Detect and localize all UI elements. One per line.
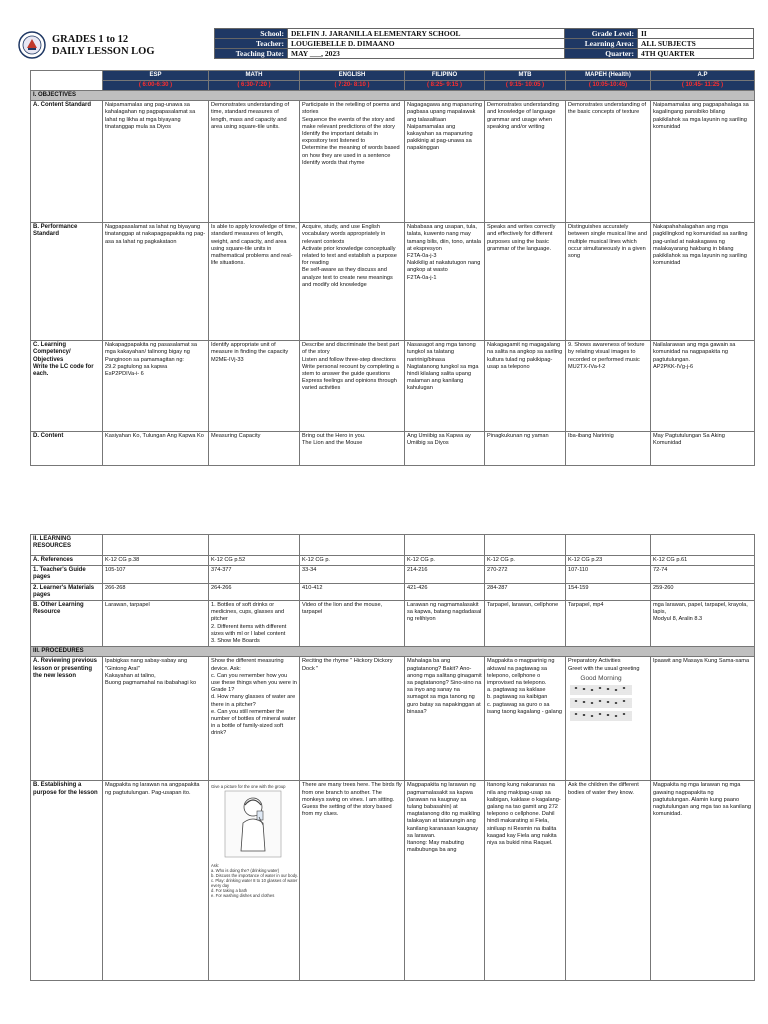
deped-seal-icon (18, 31, 46, 59)
table-cell: Magpakita ng larawan na angpapakita ng pagtutulungan. Pag-usapan ito. (103, 781, 209, 981)
table-cell: Show the different measuring device. Ask: c. Can you remember how you use these things when you were in Grade 1? d. How many glasses of water are there in a pitcher? e. Can you still remember the number of bottles of mineral water in a bottle of family-sized soft drink? (209, 657, 300, 781)
subject-name: FILIPINO (405, 71, 485, 81)
table-cell (300, 535, 405, 556)
table-row (31, 566, 755, 583)
row-label: 1. Teacher's Guide pages (31, 566, 103, 583)
table-cell: 72-74 (651, 566, 755, 583)
objectives-section-row (31, 91, 755, 101)
worksheet-title: Give a picture for the one with the group (211, 784, 286, 790)
table-cell: mga larawan, papel, tarpapel, krayola, lapis, Modyul 8, Aralin 8.3 (651, 601, 755, 647)
table-cell: Nakapahahalagahan ang mga pagkilingkod ng komunidad sa sariling pag-unlad at nakakagawa ng malakayarang hakbang in bilang pakikilahok sa mga layunin ng sariling komunidad (651, 223, 755, 341)
table-row (31, 223, 755, 341)
song-sheet-image (568, 675, 634, 727)
table-cell: 421-426 (405, 583, 485, 600)
music-staff-icon (568, 682, 634, 724)
table-cell: Nagpapasalamat sa lahat ng biyayang tinatanggap at nakapagpapakita ng pag-asa sa lahat ng pagkakataon (103, 223, 209, 341)
subject-name: A.P (651, 71, 755, 81)
header-value: ALL SUBJECTS (638, 39, 754, 49)
header-label: Learning Area: (565, 39, 638, 49)
table-cell: Mahalaga ba ang pagtatanong? Bakit? Ano-anong mga salitang ginagamit sa pagtatanong? Sino-sino na sa inyo ang sanay na sumagot sa mga tanong ng guro batay sa napakinggan at binasa? (405, 657, 485, 781)
subject-name: ENGLISH (300, 71, 405, 81)
worksheet-line: c. Play: drinking water 8 to 10 glasses of water every day (211, 877, 298, 888)
table-cell: 214-216 (405, 566, 485, 583)
subject-name: MAPEH (Health) (566, 71, 651, 81)
brand-title (52, 34, 155, 58)
table-cell (103, 535, 209, 556)
table-cell: Pinagkukunan ng yaman (485, 432, 566, 466)
resources-section-row (31, 535, 755, 556)
child-drinking-water-icon (223, 789, 283, 859)
subject-time: ( 7:20- 8:10 ) (300, 81, 405, 91)
table-cell: K-12 CG p. (485, 556, 566, 566)
header-label: Grade Level: (565, 29, 638, 39)
row-label: B. Performance Standard (31, 223, 103, 341)
header-value: DELFIN J. JARANILLA ELEMENTARY SCHOOL (288, 29, 565, 39)
worksheet-image (211, 784, 300, 904)
table-cell: Acquire, study, and use English vocabulary words appropriately in relevant contexts Activate prior knowledge conceptually related to text and establish a purpose for reading Be self-aware as they discuss and analyze text to create new meanings and modify old knowledge (300, 223, 405, 341)
row-label: B. Establishing a purpose for the lesson (31, 781, 103, 981)
table-cell: Ang Umiibig sa Kapwa ay Umiibig sa Diyos (405, 432, 485, 466)
table-cell: 259-260 (651, 583, 755, 600)
table-cell: K-12 CG p.23 (566, 556, 651, 566)
subject-name: MTB (485, 71, 566, 81)
table-cell (209, 535, 300, 556)
subject-time: ( 8:25- 9:15 ) (405, 81, 485, 91)
worksheet-line: a. Who is doing the? (drinking water) (211, 867, 280, 873)
table-cell: Nagagagawa ang mapanuring pagbasa upang mapalawak ang talasalitaan Naipamamalas ang kakayahan sa mapanuring pakikinig at pag-unawa sa napakinggan (405, 101, 485, 223)
table-cell: K-12 CG p.61 (651, 556, 755, 566)
table-cell: Nababasa ang usapan, tula, talata, kuwento nang may tamang bilis, diin, tono, antala at ekspresyon F2TA-0a-j-3 Nakikilig at nakatutugon nang angkop at wasto F2TA-0a-j-1 (405, 223, 485, 341)
table-cell: 270-272 (485, 566, 566, 583)
table-cell: Demonstrates understanding of the basic concepts of texture (566, 101, 651, 223)
header-label: School: (215, 29, 288, 39)
subject-time: ( 10:45- 11:25 ) (651, 81, 755, 91)
table-row (31, 101, 755, 223)
table-cell (651, 535, 755, 556)
header-row (215, 49, 754, 59)
row-label: C. Learning Competency/ Objectives Write the LC code for each. (31, 341, 103, 432)
header-value: LOUGIEBELLE D. DIMAANO (288, 39, 565, 49)
table-cell: Larawan ng nagmamalasakit sa kapwa, batang nagdadasal ng relihiyon (405, 601, 485, 647)
song-title: Good Morning (580, 674, 622, 682)
header-corner (31, 71, 103, 91)
table-cell (405, 535, 485, 556)
table-row (31, 341, 755, 432)
table-cell: Naipamamalas ang pagpapahalaga sa kagalingang pansibiko bilang pakikilahok sa mga layunin ng sariling komunidad (651, 101, 755, 223)
table-cell: Participate in the retelling of poems and stories Sequence the events of the story and make relevant predictions of the story Identify the important details in expository text listened to Determine the meaning of words based on how they are used in a sentence Identify words that rhyme (300, 101, 405, 223)
table-cell: Itanong kung nakaranas na nila ang makipag-usap sa kaibigan, kaklase o kagalang-galang na tao gamit ang 272 telepono o cellphone. Dahil hindi makarating si Fiela, siniluap ni Resmin na ibalita kaagad kay Fiela ang nakita niya sa bukid nina Raquel. (485, 781, 566, 981)
table-cell: Iba-ibang Naririnig (566, 432, 651, 466)
table-cell: Video of the lion and the mouse, tarpapel (300, 601, 405, 647)
table-cell: Preparatory Activities Greet with the usual greeting Good Morning (566, 657, 651, 781)
section-title: I. OBJECTIVES (31, 91, 755, 101)
table-cell: Is able to apply knowledge of time, standard measures of length, weight, and capacity, and area using square-tile units in mathematical problems and real-life situations. (209, 223, 300, 341)
table-cell: K-12 CG p. (405, 556, 485, 566)
row-label: A. Content Standard (31, 101, 103, 223)
header-row (215, 39, 754, 49)
table-cell: K-12 CG p.52 (209, 556, 300, 566)
brand-line-2: DAILY LESSON LOG (52, 46, 155, 57)
header-row (215, 29, 754, 39)
table-cell: 107-110 (566, 566, 651, 583)
header-label: Quarter: (565, 49, 638, 59)
row-label: A. References (31, 556, 103, 566)
worksheet-line: d. For taking a bath (211, 887, 248, 893)
subject-time: ( 6:00-6:30 ) (103, 81, 209, 91)
subject-name: ESP (103, 71, 209, 81)
table-cell: There are many trees here. The birds fly from one branch to another. The monkeys swing on vines. I am sitting. Guess the setting of the story based from my clues. (300, 781, 405, 981)
table-cell: Demonstrates understanding and knowledge of language grammar and usage when speaking and/or writing (485, 101, 566, 223)
subject-name: MATH (209, 71, 300, 81)
table-cell: K-12 CG p. (300, 556, 405, 566)
table-cell: Speaks and writes correctly and effectively for different purposes using the basic grammar of the language. (485, 223, 566, 341)
table-cell: Distinguishes accurately between single musical line and multiple musical lines which occur simultaneously in a given song (566, 223, 651, 341)
row-label: 2. Learner's Materials pages (31, 583, 103, 600)
section-title: II. LEARNING RESOURCES (31, 535, 103, 556)
lesson-log-header (14, 28, 754, 62)
table-cell: Magpakita o magparinig ng aktuwal na pagtawag sa telepono, cellphone o improvised na telepono. a. pagtawag sa kaklase b. pagtawag sa kaibigan c. pagtawag sa guro o sa isang taong kagalang - galang (485, 657, 566, 781)
row-label: A. Reviewing previous lesson or presenting the new lesson (31, 657, 103, 781)
table-cell: Ask the children the different bodies of water they know. (566, 781, 651, 981)
table-cell: Nailalarawan ang mga gawain sa komunidad na nagpapakita ng pagtutulungan. AP2PKK-IVg-j-6 (651, 341, 755, 432)
table-row (31, 657, 755, 781)
table-cell: 105-107 (103, 566, 209, 583)
table-cell: May Pagtutulungan Sa Aking Komunidad (651, 432, 755, 466)
table-cell: Naipamamalas ang pag-unawa sa kahalagahan ng pagpapasalamat sa lahat ng likha at mga biyayang tinatanggap mula sa Diyos (103, 101, 209, 223)
table-cell: Bring out the Hero in you. The Lion and the Mouse (300, 432, 405, 466)
table-cell: Larawan, tarpapel (103, 601, 209, 647)
table-cell: Measuring Capacity (209, 432, 300, 466)
table-row (31, 583, 755, 600)
table-cell (209, 781, 300, 981)
table-cell: Identify appropriate unit of measure in finding the capacity M2ME-IVj-33 (209, 341, 300, 432)
table-cell: Magpapakita ng larawan ng pagmamalasakit sa kapwa (larawan na kaugnay sa tulang babasahin) at magtatanong dito ng maikling talakayan at tatanungin ang kanilang karanasan kaugnay sa larawan. Itanong: May mabuting maibubunga ba ang (405, 781, 485, 981)
table-cell: 9. Shows awareness of texture by relating visual images to recorded or performed music MU2TX-IVa-f-2 (566, 341, 651, 432)
table-cell: 154-159 (566, 583, 651, 600)
table-cell (566, 535, 651, 556)
header-value: 4TH QUARTER (638, 49, 754, 59)
brand-line-1: GRADES 1 to 12 (52, 34, 129, 45)
header-value: MAY ___, 2023 (288, 49, 565, 59)
table-cell: 284-287 (485, 583, 566, 600)
table-cell: 264-266 (209, 583, 300, 600)
worksheet-line: e. For washing dishes and clothes (211, 892, 275, 898)
header-info-grid (214, 28, 754, 59)
objectives-table (30, 70, 755, 466)
worksheet-line: b. Discuss the importance of water in our body. (211, 872, 298, 878)
section-title: III. PROCEDURES (31, 647, 755, 657)
table-cell: Tarpapel, larawan, cellphone (485, 601, 566, 647)
subject-header-row (31, 71, 755, 81)
table-row (31, 601, 755, 647)
table-cell: 410-412 (300, 583, 405, 600)
table-cell: Ipabigkas nang sabay-sabay ang "Gintong Aral" Kakayahan at talino, Buong pagmamahal na ibabahagi ko (103, 657, 209, 781)
table-cell: Reciting the rhyme " Hickory Dickory Dock " (300, 657, 405, 781)
row-label: B. Other Learning Resource (31, 601, 103, 647)
table-cell: 374-377 (209, 566, 300, 583)
subject-time: ( 6:30-7:20 ) (209, 81, 300, 91)
table-cell: K-12 CG p.38 (103, 556, 209, 566)
table-cell: Nakapagpapakita ng pasasalamat sa mga kakayahan/ talinong bigay ng Panginoon sa pamamagitan ng: 29.2 pagtulong sa kapwa EsP2PDIVa-i- 6 (103, 341, 209, 432)
table-cell: Magpakita ng mga larawan ng mga gawaing nagpapakita ng pagtutulungan. Alamin kung paano nagtutulungan ang mga tao sa kanilang komunidad. (651, 781, 755, 981)
table-row (31, 781, 755, 981)
table-cell: Ipaawit ang Masaya Kung Sama-sama (651, 657, 755, 781)
resources-procedures-table (30, 534, 755, 981)
subject-time-row (31, 81, 755, 91)
table-cell: 1. Bottles of soft drinks or medicines, cups, glasses and pitcher 2. Different items with different sizes with ml or l label content 3. Show Me Boards (209, 601, 300, 647)
table-cell: Nasasagot ang mga tanong tungkol sa talatang naririnig/binasa Nagtatanong tungkol sa mga hindi kilalang salita upang malaman ang kanilang kahulugan (405, 341, 485, 432)
table-cell: Nakagagamit ng magagalang na salita na angkop sa sariling kultura tulad ng pakikipag-usap sa telepono (485, 341, 566, 432)
table-cell: Describe and discriminate the best part of the story Listen and follow three-step directions Write personal recount by completing a stem to answer the guide questions Express feelings and opinions through varied activities (300, 341, 405, 432)
table-cell: 266-268 (103, 583, 209, 600)
header-value: II (638, 29, 754, 39)
worksheet-line: Ask: (211, 862, 220, 868)
table-cell: Tarpapel, mp4 (566, 601, 651, 647)
header-label: Teaching Date: (215, 49, 288, 59)
subject-time: ( 10:05-10:45) (566, 81, 651, 91)
table-row (31, 432, 755, 466)
table-row (31, 556, 755, 566)
procedures-section-row (31, 647, 755, 657)
header-label: Teacher: (215, 39, 288, 49)
row-label: D. Content (31, 432, 103, 466)
table-cell (485, 535, 566, 556)
subject-time: ( 9:15- 10:05 ) (485, 81, 566, 91)
table-cell: Kasiyahan Ko, Tulungan Ang Kapwa Ko (103, 432, 209, 466)
table-cell: Demonstrates understanding of time, standard measures of length, mass and capacity and area using square-tile units. (209, 101, 300, 223)
table-cell: 33-34 (300, 566, 405, 583)
